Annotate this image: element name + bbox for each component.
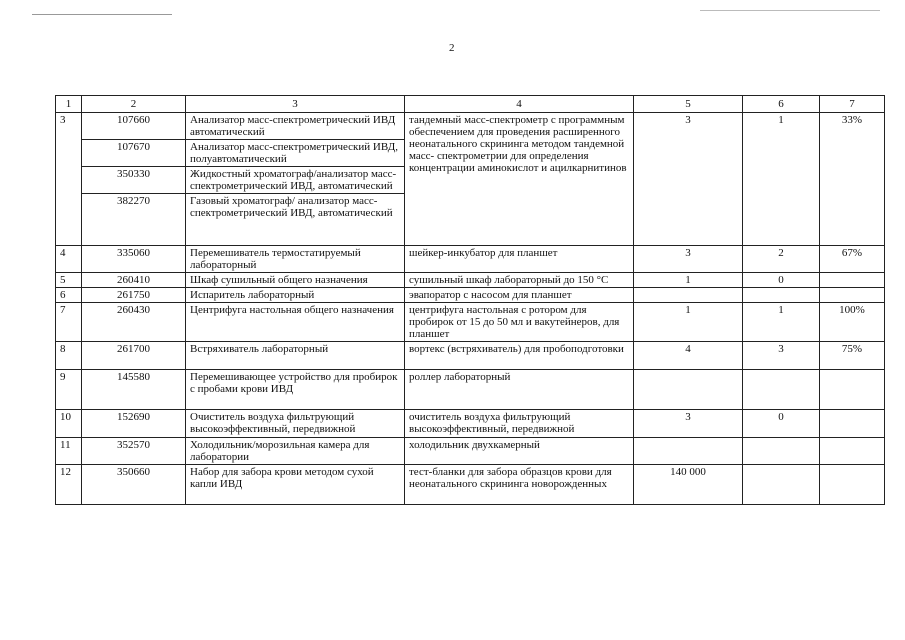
row-col5: 3 xyxy=(634,246,743,273)
row-code: 260430 xyxy=(82,303,186,342)
row-description: холодильник двухкамерный xyxy=(405,438,634,465)
row-col5: 4 xyxy=(634,342,743,370)
row-col7 xyxy=(820,370,885,410)
row-col6 xyxy=(743,288,820,303)
row-col7 xyxy=(820,410,885,438)
row-code: 350330 xyxy=(82,167,186,194)
row-name: Перемешиватель термостатируемый лабораторный xyxy=(186,246,405,273)
row-code: 382270 xyxy=(82,194,186,246)
row-col5 xyxy=(634,438,743,465)
row-col6: 1 xyxy=(743,113,820,246)
header-col-3: 3 xyxy=(186,96,405,113)
row-col5: 140 000 xyxy=(634,465,743,505)
row-col6 xyxy=(743,438,820,465)
header-col-1: 1 xyxy=(56,96,82,113)
row-col7 xyxy=(820,438,885,465)
table-header-row xyxy=(56,96,885,113)
row-description: роллер лабораторный xyxy=(405,370,634,410)
table-row xyxy=(56,303,885,342)
page-number: 2 xyxy=(449,42,455,54)
row-number: 12 xyxy=(56,465,82,505)
table-row xyxy=(56,410,885,438)
row-col5: 3 xyxy=(634,410,743,438)
row-col7 xyxy=(820,465,885,505)
table-row xyxy=(56,342,885,370)
row-col7 xyxy=(820,288,885,303)
table-row xyxy=(56,113,885,140)
scan-artifact-line-left xyxy=(32,14,172,15)
row-col6: 3 xyxy=(743,342,820,370)
row-name: Очиститель воздуха фильтрующий высокоэффективный, передвижной xyxy=(186,410,405,438)
row-name: Шкаф сушильный общего назначения xyxy=(186,273,405,288)
row-col7: 67% xyxy=(820,246,885,273)
row-col6 xyxy=(743,370,820,410)
row-name: Газовый хроматограф/ анализатор масс-спектрометрический ИВД, автоматический xyxy=(186,194,405,246)
row-col7 xyxy=(820,273,885,288)
row-description: эвапоратор с насосом для планшет xyxy=(405,288,634,303)
row-code: 107660 xyxy=(82,113,186,140)
row-col5 xyxy=(634,370,743,410)
row-code: 261700 xyxy=(82,342,186,370)
row-name: Жидкостный хроматограф/анализатор масс-спектрометрический ИВД, автоматический xyxy=(186,167,405,194)
row-name: Встряхиватель лабораторный xyxy=(186,342,405,370)
table-row xyxy=(56,370,885,410)
row-number: 4 xyxy=(56,246,82,273)
row-description: тандемный масс-спектрометр с программным обеспечением для проведения расширенного неонатального скрининга методом тандемной масс- спектрометрии для определения концентрации аминокислот и ацилкарнитинов xyxy=(405,113,634,246)
row-description: очиститель воздуха фильтрующий высокоэффективный, передвижной xyxy=(405,410,634,438)
table-row xyxy=(56,465,885,505)
row-number: 3 xyxy=(56,113,82,246)
header-col-6: 6 xyxy=(743,96,820,113)
row-name: Центрифуга настольная общего назначения xyxy=(186,303,405,342)
row-col7: 33% xyxy=(820,113,885,246)
row-code: 261750 xyxy=(82,288,186,303)
row-col6: 0 xyxy=(743,273,820,288)
header-col-7: 7 xyxy=(820,96,885,113)
row-name: Испаритель лабораторный xyxy=(186,288,405,303)
row-code: 145580 xyxy=(82,370,186,410)
row-description: шейкер-инкубатор для планшет xyxy=(405,246,634,273)
row-code: 335060 xyxy=(82,246,186,273)
table-row xyxy=(56,246,885,273)
row-name: Набор для забора крови методом сухой капли ИВД xyxy=(186,465,405,505)
row-col5: 3 xyxy=(634,113,743,246)
row-col5 xyxy=(634,288,743,303)
row-col6: 1 xyxy=(743,303,820,342)
row-code: 352570 xyxy=(82,438,186,465)
row-number: 11 xyxy=(56,438,82,465)
row-name: Анализатор масс-спектрометрический ИВД автоматический xyxy=(186,113,405,140)
row-col5: 1 xyxy=(634,303,743,342)
row-col6 xyxy=(743,465,820,505)
header-col-2: 2 xyxy=(82,96,186,113)
row-number: 7 xyxy=(56,303,82,342)
row-number: 6 xyxy=(56,288,82,303)
row-col5: 1 xyxy=(634,273,743,288)
row-col7: 75% xyxy=(820,342,885,370)
header-col-5: 5 xyxy=(634,96,743,113)
row-name: Перемешивающее устройство для пробирок с пробами крови ИВД xyxy=(186,370,405,410)
header-col-4: 4 xyxy=(405,96,634,113)
row-code: 152690 xyxy=(82,410,186,438)
row-col6: 0 xyxy=(743,410,820,438)
row-col7: 100% xyxy=(820,303,885,342)
row-number: 8 xyxy=(56,342,82,370)
table-row xyxy=(56,273,885,288)
row-number: 5 xyxy=(56,273,82,288)
row-number: 9 xyxy=(56,370,82,410)
row-description: центрифуга настольная с ротором для пробирок от 15 до 50 мл и вакутейнеров, для планшет xyxy=(405,303,634,342)
row-name: Холодильник/морозильная камера для лаборатории xyxy=(186,438,405,465)
table-row xyxy=(56,438,885,465)
table-row xyxy=(56,288,885,303)
row-description: тест-бланки для забора образцов крови для неонатального скрининга новорожденных xyxy=(405,465,634,505)
row-col6: 2 xyxy=(743,246,820,273)
row-description: вортекс (встряхиватель) для пробоподготовки xyxy=(405,342,634,370)
row-number: 10 xyxy=(56,410,82,438)
scan-artifact-line-right xyxy=(700,10,880,11)
equipment-table xyxy=(55,95,885,505)
row-code: 260410 xyxy=(82,273,186,288)
row-name: Анализатор масс-спектрометрический ИВД, полуавтоматический xyxy=(186,140,405,167)
row-code: 350660 xyxy=(82,465,186,505)
row-code: 107670 xyxy=(82,140,186,167)
row-description: сушильный шкаф лабораторный до 150 °С xyxy=(405,273,634,288)
